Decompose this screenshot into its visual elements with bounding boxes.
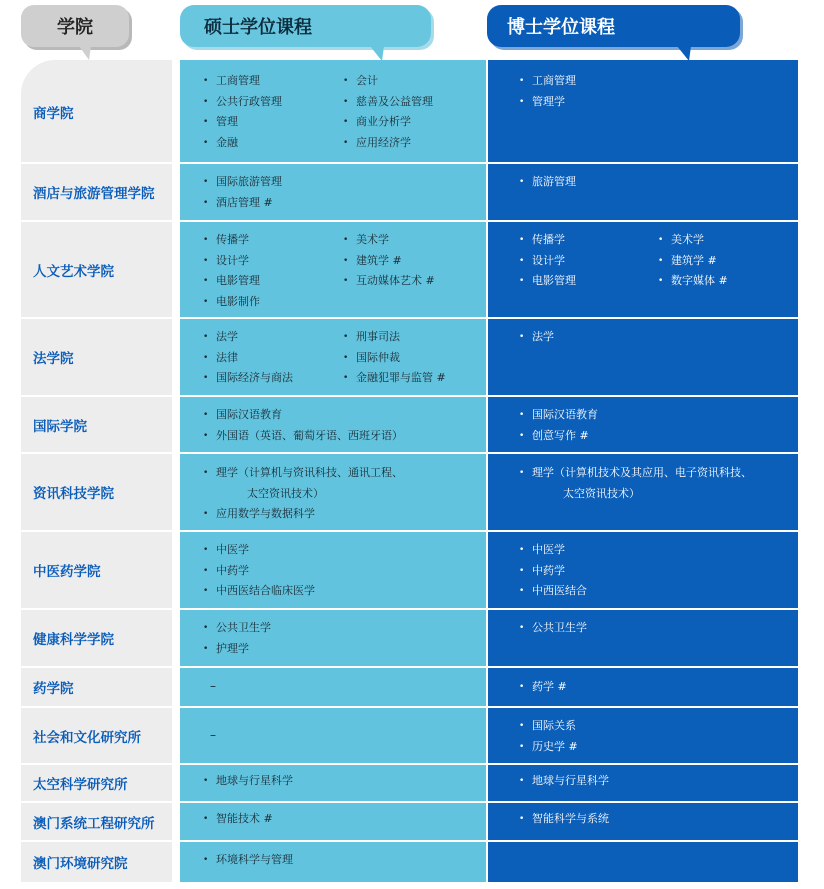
master-header-label: 硕士学位课程 xyxy=(204,17,312,38)
programme-list xyxy=(180,609,486,667)
programme-item: • 创意写作 # xyxy=(532,429,589,443)
programme-item: • 国际关系 xyxy=(532,719,576,733)
programme-item: • 法学 xyxy=(216,330,238,344)
table-row xyxy=(21,707,798,764)
master-programmes-cell xyxy=(180,163,486,221)
school-name: 太空科学研究所 xyxy=(33,777,128,793)
master-programmes-cell xyxy=(180,60,486,163)
doctor-programmes-cell xyxy=(488,318,798,396)
doctor-programmes-cell xyxy=(488,453,798,531)
master-programmes-cell xyxy=(180,453,486,531)
table-row xyxy=(21,396,798,453)
programme-item: • 法律 xyxy=(216,351,238,365)
programme-list xyxy=(180,802,486,841)
programme-list xyxy=(488,396,798,453)
programme-item: • 护理学 xyxy=(216,642,249,656)
programme-item: • 金融犯罪与监管 # xyxy=(356,371,446,385)
doctor-column-header xyxy=(487,5,740,47)
programme-item: • 管理学 xyxy=(532,95,565,109)
master-column-header xyxy=(180,5,431,47)
master-programmes-cell xyxy=(180,764,486,802)
school-name: 社会和文化研究所 xyxy=(33,729,141,746)
school-header-label: 学院 xyxy=(57,17,93,38)
programme-item: • 美术学 xyxy=(356,233,389,247)
programme-list xyxy=(180,60,486,163)
programme-list xyxy=(488,802,798,841)
doctor-programmes-cell xyxy=(488,764,798,802)
programme-list xyxy=(180,453,486,531)
programme-item: • 中医学 xyxy=(532,543,565,557)
table-row xyxy=(21,163,798,221)
school-name: 中医药学院 xyxy=(33,564,101,580)
programme-item: • 中药学 xyxy=(216,564,249,578)
programme-list xyxy=(488,60,798,163)
programme-list xyxy=(488,318,798,396)
table-row xyxy=(21,453,798,531)
school-name: 澳门环境研究院 xyxy=(33,855,128,872)
programme-item: • 中药学 xyxy=(532,564,565,578)
programme-item: • 药学 # xyxy=(532,680,567,694)
programme-item: • 数字媒体 # xyxy=(671,274,728,288)
doctor-programmes-cell xyxy=(488,221,798,318)
programme-item: • 地球与行星科学 xyxy=(216,774,293,788)
programme-item: • 中医学 xyxy=(216,543,249,557)
row-divider xyxy=(21,840,798,842)
programme-item: 太空资讯技术） xyxy=(563,486,640,500)
master-programmes-cell xyxy=(180,318,486,396)
programme-item: • 工商管理 xyxy=(216,74,260,88)
master-programmes-cell xyxy=(180,802,486,841)
programme-item: • 公共卫生学 xyxy=(532,621,587,635)
programme-item: • 智能科学与系统 xyxy=(532,812,609,826)
row-divider xyxy=(21,666,798,668)
programme-item: • 刑事司法 xyxy=(356,330,400,344)
school-name: 酒店与旅游管理学院 xyxy=(33,186,155,202)
programme-item: • 中西医结合临床医学 xyxy=(216,584,315,598)
school-name: 资讯科技学院 xyxy=(33,486,114,502)
programme-item: • 国际旅游管理 xyxy=(216,175,282,189)
school-name: 国际学院 xyxy=(33,418,87,435)
programme-item: • 商业分析学 xyxy=(356,115,411,129)
row-divider xyxy=(21,220,798,222)
row-divider xyxy=(21,608,798,610)
programme-list xyxy=(488,221,798,318)
programme-list xyxy=(488,163,798,221)
programme-item: • 理学（计算机与资讯科技、通讯工程、 xyxy=(216,466,403,480)
doctor-programmes-cell xyxy=(488,707,798,764)
master-programmes-cell xyxy=(180,667,486,707)
programme-item: • 酒店管理 # xyxy=(216,196,273,210)
programme-item: • 建筑学 # xyxy=(671,254,717,268)
programme-item: • 传播学 xyxy=(532,233,565,247)
table-row xyxy=(21,667,798,707)
table-row xyxy=(21,609,798,667)
programme-item: • 电影管理 xyxy=(216,274,260,288)
programme-item: • 外国语（英语、葡萄牙语、西班牙语） xyxy=(216,429,403,443)
row-divider xyxy=(21,395,798,397)
doctor-programmes-cell xyxy=(488,802,798,841)
master-programmes-cell xyxy=(180,531,486,609)
programme-list xyxy=(180,318,486,396)
programme-item: • 公共行政管理 xyxy=(216,95,282,109)
programme-item: • 公共卫生学 xyxy=(216,621,271,635)
row-divider xyxy=(21,452,798,454)
master-programmes-cell xyxy=(180,609,486,667)
programme-item: • 国际汉语教育 xyxy=(532,408,598,422)
programme-list xyxy=(180,221,486,318)
programme-list xyxy=(488,453,798,531)
speech-bubble-tail xyxy=(677,46,691,61)
doctor-programmes-cell xyxy=(488,609,798,667)
programme-item: • 工商管理 xyxy=(532,74,576,88)
row-divider xyxy=(21,530,798,532)
programme-item: • 设计学 xyxy=(216,254,249,268)
doctor-header-label: 博士学位课程 xyxy=(507,17,615,38)
programme-list xyxy=(180,841,486,882)
programme-item: • 电影管理 xyxy=(532,274,576,288)
programme-item: • 国际汉语教育 xyxy=(216,408,282,422)
programme-item: • 智能技术 # xyxy=(216,812,273,826)
school-name: 人文艺术学院 xyxy=(33,263,114,280)
no-programme-dash: – xyxy=(210,679,216,693)
programme-item: • 理学（计算机技术及其应用、电子资讯科技、 xyxy=(532,466,752,480)
programme-list xyxy=(180,396,486,453)
programme-item: • 旅游管理 xyxy=(532,175,576,189)
programme-item: • 传播学 xyxy=(216,233,249,247)
doctor-programmes-cell xyxy=(488,841,798,882)
programme-list xyxy=(488,609,798,667)
table-row xyxy=(21,221,798,318)
table-row xyxy=(21,841,798,882)
row-divider xyxy=(21,706,798,708)
school-name: 商学院 xyxy=(33,105,74,122)
school-name: 药学院 xyxy=(33,681,74,697)
doctor-programmes-cell xyxy=(488,396,798,453)
doctor-programmes-cell xyxy=(488,667,798,707)
doctor-programmes-cell xyxy=(488,163,798,221)
no-programme-dash: – xyxy=(210,727,216,742)
programme-item: • 法学 xyxy=(532,330,554,344)
programme-list xyxy=(488,707,798,764)
programme-item: • 会计 xyxy=(356,74,378,88)
doctor-programmes-cell xyxy=(488,60,798,163)
programme-item: • 电影制作 xyxy=(216,295,260,309)
programme-item: • 国际经济与商法 xyxy=(216,371,293,385)
master-programmes-cell xyxy=(180,396,486,453)
table-row xyxy=(21,531,798,609)
speech-bubble-tail xyxy=(370,46,384,61)
programme-item: • 金融 xyxy=(216,136,238,150)
row-divider xyxy=(21,162,798,164)
programme-list xyxy=(488,531,798,609)
doctor-programmes-cell xyxy=(488,531,798,609)
programme-item: • 国际仲裁 xyxy=(356,351,400,365)
school-name: 健康科学学院 xyxy=(33,632,114,648)
table-row xyxy=(21,318,798,396)
programme-item: • 历史学 # xyxy=(532,740,578,754)
row-divider xyxy=(21,801,798,803)
programme-item: • 应用经济学 xyxy=(356,136,411,150)
programme-item: • 设计学 xyxy=(532,254,565,268)
row-divider xyxy=(21,763,798,765)
programme-item: • 地球与行星科学 xyxy=(532,774,609,788)
programme-list xyxy=(488,764,798,802)
school-column-header xyxy=(21,5,129,47)
school-name: 澳门系统工程研究所 xyxy=(33,815,155,832)
programme-item: • 慈善及公益管理 xyxy=(356,95,433,109)
speech-bubble-tail xyxy=(79,46,91,60)
programme-item: • 管理 xyxy=(216,115,238,129)
programme-item: • 中西医结合 xyxy=(532,584,587,598)
programme-list xyxy=(180,764,486,802)
school-name: 法学院 xyxy=(33,351,74,367)
table-row xyxy=(21,60,798,163)
programme-item: • 互动媒体艺术 # xyxy=(356,274,435,288)
master-programmes-cell xyxy=(180,841,486,882)
programme-item: • 环境科学与管理 xyxy=(216,853,293,867)
table-row xyxy=(21,802,798,841)
programme-list xyxy=(180,531,486,609)
row-divider xyxy=(21,317,798,319)
table-row xyxy=(21,764,798,802)
master-programmes-cell xyxy=(180,707,486,764)
programme-list xyxy=(488,667,798,707)
programme-item: • 美术学 xyxy=(671,233,704,247)
programme-item: • 应用数学与数据科学 xyxy=(216,507,315,521)
programme-item: 太空资讯技术） xyxy=(247,486,324,500)
programme-item: • 建筑学 # xyxy=(356,254,402,268)
programme-list xyxy=(180,163,486,221)
master-programmes-cell xyxy=(180,221,486,318)
